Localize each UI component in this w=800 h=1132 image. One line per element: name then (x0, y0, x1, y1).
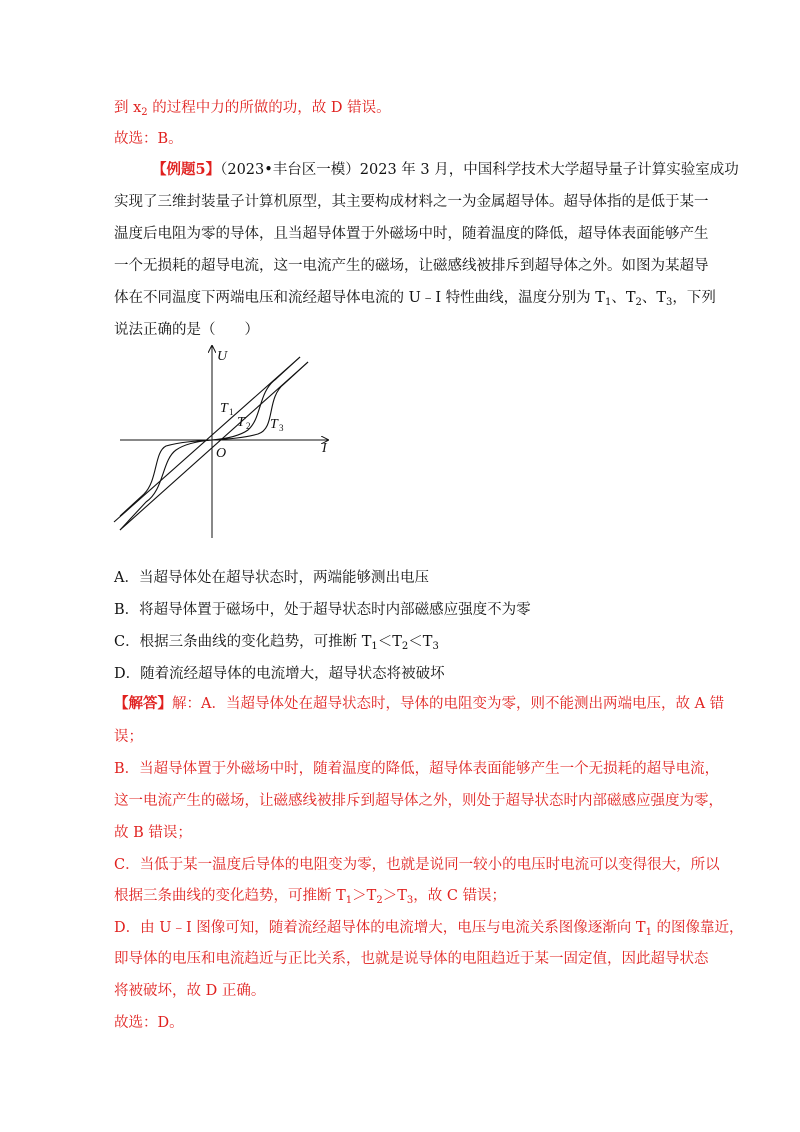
prev-answer-tail (114, 98, 391, 118)
answer-d-cont: 即导体的电压和电流趋近与正比关系，也就是说导体的电阻趋近于某一固定值，因此超导状态 (114, 951, 709, 967)
subscript: 1 (345, 895, 353, 906)
answer-b: B．当超导体置于外磁场中时，随着温度的降低，超导体表面能够产生一个无损耗的超导电流， (114, 761, 720, 777)
text: ＞T (382, 888, 407, 904)
question-header (152, 160, 739, 180)
answer-b-cont: 这一电流产生的磁场，让磁感线被排斥到超导体之外，则处于超导状态时内部磁感应强度为零， (114, 793, 723, 809)
question-source: （2023•丰台区一模）2023 年 3 月，中国科学技术大学超导量子计算实验室成功 (220, 162, 739, 178)
subscript: 2 (401, 641, 409, 652)
text: C．根据三条曲线的变化趋势，可推断 T (114, 634, 372, 650)
answer-d (114, 918, 744, 938)
question-text: 一个无损耗的超导电流，这一电流产生的磁场，让磁感线被排斥到超导体之外。如图为某超导 (114, 258, 709, 274)
i-label: I (322, 441, 327, 456)
option-c (114, 632, 439, 652)
subscript: 2 (635, 297, 642, 308)
option-d: D．随着流经超导体的电流增大，超导状态将被破坏 (114, 666, 445, 682)
text: ＜T (408, 634, 433, 650)
subscript: 3 (432, 641, 439, 652)
u-label: U (217, 349, 228, 364)
text: ，下列 (672, 290, 716, 306)
answer-b-end: 故 B 错误； (114, 825, 192, 841)
curve-t3 (120, 362, 308, 516)
subscript: 3 (406, 895, 414, 906)
subscript: 1 (604, 297, 612, 308)
answer-d-end: 将被破坏，故 D 正确。 (114, 983, 266, 999)
text: ＞T (352, 888, 377, 904)
t1-sub: 1 (229, 407, 234, 417)
question-text (114, 288, 716, 308)
text: D．由 U﹣I 图像可知，随着流经超导体的电流增大，电压与电流关系图像逐渐向 T (114, 920, 646, 936)
final-answer: 故选：D。 (114, 1015, 184, 1031)
subscript: 2 (141, 107, 148, 118)
curve-t2 (120, 357, 300, 530)
text: 、T (641, 290, 667, 306)
t2-sub: 2 (246, 421, 251, 431)
question-text: 温度后电阻为零的导体，且当超导体置于外磁场中时，随着温度的降低，超导体表面能够产生 (114, 226, 709, 242)
origin-label: O (216, 446, 227, 461)
text: 、T (611, 290, 636, 306)
subscript: 2 (376, 895, 383, 906)
text: 的图像靠近， (651, 920, 744, 936)
text: 到 x (114, 100, 142, 116)
answer-c-cont (114, 886, 506, 906)
option-a: A．当超导体处在超导状态时，两端能够测出电压 (114, 570, 429, 586)
text: 根据三条曲线的变化趋势，可推断 T (114, 888, 346, 904)
text: ，故 C 错误； (413, 888, 507, 904)
text: 体在不同温度下两端电压和流经超导体电流的 U﹣I 特性曲线，温度分别为 T (114, 290, 605, 306)
option-b: B．将超导体置于磁场中，处于超导状态时内部磁感应强度不为零 (114, 602, 531, 618)
t1-label: T (220, 401, 228, 416)
ui-characteristic-figure (108, 340, 338, 545)
text: 的过程中力的所做的功，故 D 错误。 (147, 100, 391, 116)
curve-t1-upper (120, 362, 308, 530)
question-prompt: 说法正确的是（ ） (114, 322, 259, 338)
text: ＜T (377, 634, 402, 650)
answer-c: C．当低于某一温度后导体的电阻变为零，也就是说同一较小的电压时电流可以变得很大，所以 (114, 857, 720, 873)
t3-sub: 3 (279, 423, 284, 433)
t3-label: T (270, 417, 278, 432)
subscript: 1 (371, 641, 378, 652)
subscript: 3 (666, 297, 673, 308)
prev-final-answer: 故选：B。 (114, 131, 183, 147)
question-text: 实现了三维封装量子计算机原型，其主要构成材料之一为金属超导体。超导体指的是低于某一 (114, 194, 709, 210)
text: 解：A．当超导体处在超导状态时，导体的电阻变为零，则不能测出两端电压，故 A 错 (172, 696, 725, 712)
answer-a (114, 694, 724, 714)
subscript: 1 (645, 927, 652, 938)
example-tag: 【例题5】 (152, 161, 221, 178)
t2-label: T (237, 415, 245, 430)
answer-a-cont: 误； (114, 729, 143, 745)
answer-tag: 【解答】 (114, 695, 172, 712)
